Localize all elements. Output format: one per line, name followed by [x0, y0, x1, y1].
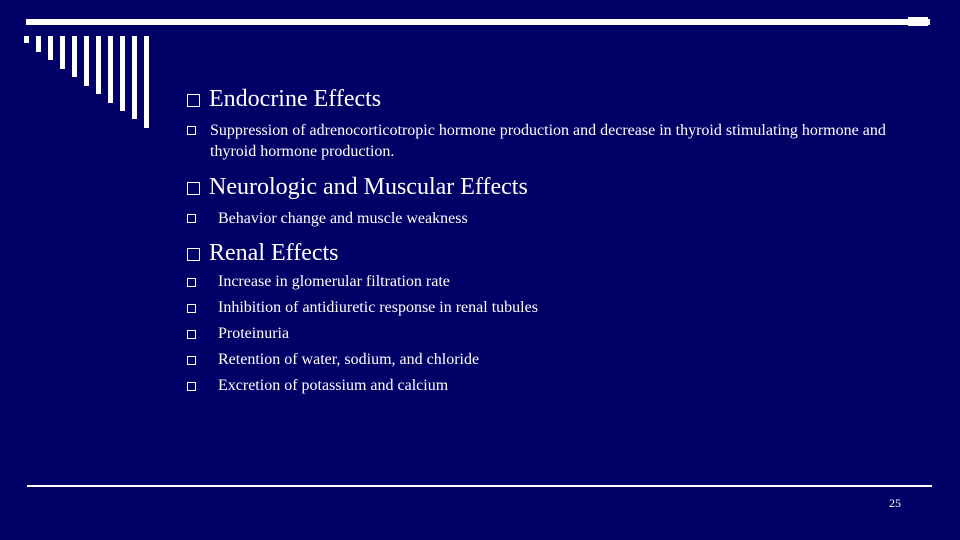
bullet-item: [185, 208, 905, 229]
stripe: [144, 36, 149, 128]
page-number: 25: [889, 496, 901, 510]
list-item-text: Increase in glomerular filtration rate: [218, 273, 450, 290]
list-item: [185, 295, 905, 321]
list-item-text: Proteinuria: [218, 325, 290, 342]
list-item: [185, 373, 905, 399]
slide-content: [185, 84, 905, 399]
top-decorative-bar: [26, 19, 930, 25]
stripe: [132, 36, 137, 119]
hollow-square-icon: [187, 356, 196, 365]
stripe: [72, 36, 77, 77]
section-heading-text: Endocrine Effects: [209, 86, 382, 112]
stripe: [120, 36, 125, 111]
stripe: [108, 36, 113, 103]
hollow-square-icon: [187, 126, 196, 135]
stripe: [48, 36, 53, 60]
stripe: [36, 36, 41, 52]
section-heading-text: Neurologic and Muscular Effects: [209, 174, 528, 200]
section-heading-neurologic: [185, 172, 905, 202]
bullet-item-text: Behavior change and muscle weakness: [218, 210, 468, 227]
hollow-square-icon: [187, 382, 196, 391]
renal-effects-list: [185, 269, 905, 399]
section-heading-text: Renal Effects: [209, 240, 339, 266]
footer-divider: [27, 485, 932, 487]
hollow-square-icon: [187, 94, 200, 107]
top-right-square: [908, 17, 928, 26]
list-item-text: Retention of water, sodium, and chloride: [218, 351, 480, 368]
decorative-stripes: [24, 36, 164, 128]
hollow-square-icon: [187, 278, 196, 287]
hollow-square-icon: [187, 304, 196, 313]
stripe: [96, 36, 101, 94]
stripe: [84, 36, 89, 86]
section-heading-endocrine: [185, 84, 905, 114]
section-heading-renal: [185, 238, 905, 268]
hollow-square-icon: [187, 214, 196, 223]
list-item-text: Excretion of potassium and calcium: [218, 377, 449, 394]
stripe: [60, 36, 65, 69]
list-item: [185, 347, 905, 373]
hollow-square-icon: [187, 182, 200, 195]
list-item: [185, 269, 905, 295]
bullet-item: [185, 120, 905, 162]
hollow-square-icon: [187, 330, 196, 339]
bullet-item-text: Suppression of adrenocorticotropic hormone production and decrease in thyroid stimulating hormone and thyroid hormone production.: [210, 122, 886, 160]
list-item-text: Inhibition of antidiuretic response in renal tubules: [218, 299, 538, 316]
hollow-square-icon: [187, 248, 200, 261]
stripe: [24, 36, 29, 43]
list-item: [185, 321, 905, 347]
